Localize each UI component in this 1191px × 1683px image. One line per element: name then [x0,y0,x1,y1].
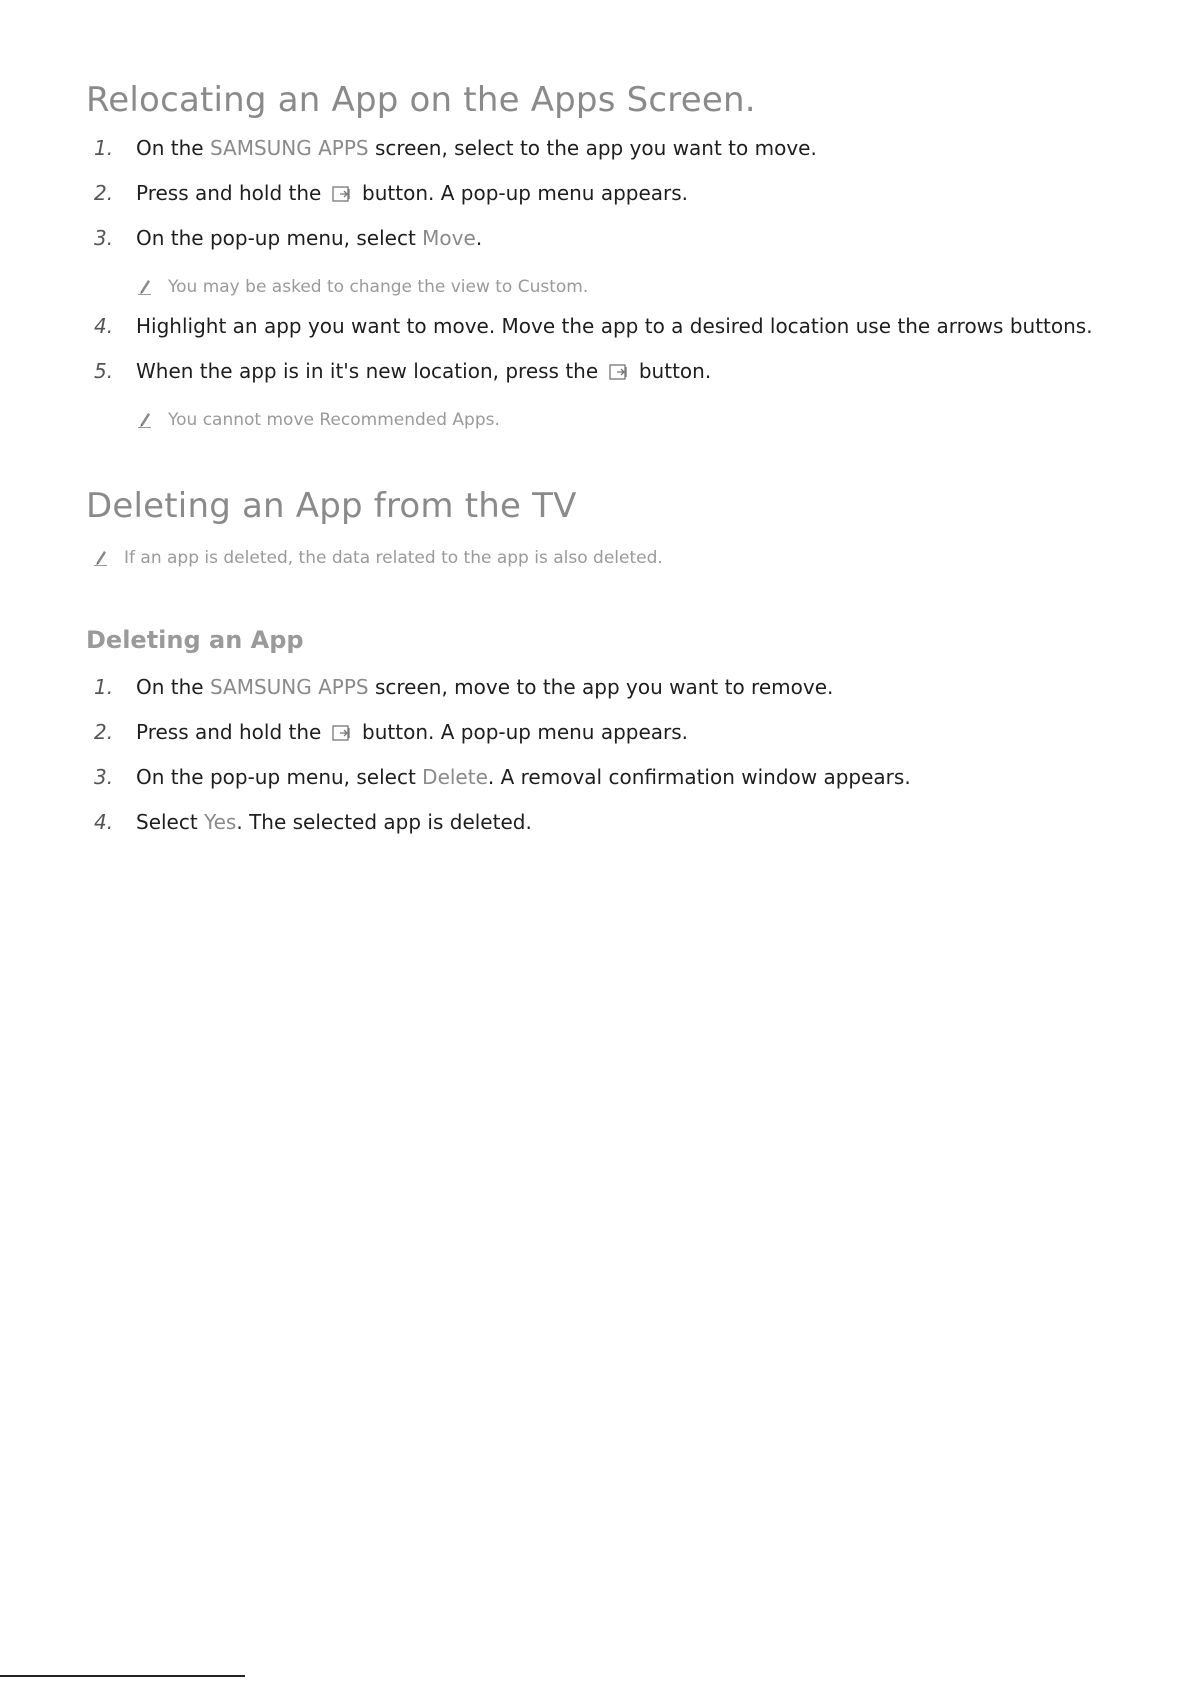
pencil-icon [94,548,108,566]
delete-step-4: 4. Select Yes. The selected app is deleted. [94,810,532,834]
subsection-title-deleting-app: Deleting an App [86,626,304,654]
step-5: 5. When the app is in it's new location, press the button. [94,359,712,383]
note-custom-view: You may be asked to change the view to Custom. [138,277,588,297]
section-title-deleting: Deleting an App from the TV [86,486,577,526]
enter-button-icon [332,183,352,199]
delete-step-2: 2. Press and hold the button. A pop-up menu appears. [94,720,689,744]
note-recommended-apps: You cannot move Recommended Apps. [138,410,500,430]
step-2: 2. Press and hold the button. A pop-up menu appears. [94,181,689,205]
enter-button-icon [332,722,352,738]
enter-button-icon [609,361,629,377]
step-3: 3. On the pop-up menu, select Move. [94,226,483,250]
section-title-relocating: Relocating an App on the Apps Screen. [86,80,756,120]
pencil-icon [138,277,152,295]
note-data-deleted: If an app is deleted, the data related to the app is also deleted. [94,548,663,568]
step-1: 1. On the SAMSUNG APPS screen, select to the app you want to move. [94,136,817,160]
delete-step-3: 3. On the pop-up menu, select Delete. A removal confirmation window appears. [94,765,911,789]
pencil-icon [138,410,152,428]
delete-step-1: 1. On the SAMSUNG APPS screen, move to the app you want to remove. [94,675,834,699]
step-4: 4. Highlight an app you want to move. Move the app to a desired location use the arrows buttons. [94,314,1093,338]
footer-rule [0,1675,245,1677]
